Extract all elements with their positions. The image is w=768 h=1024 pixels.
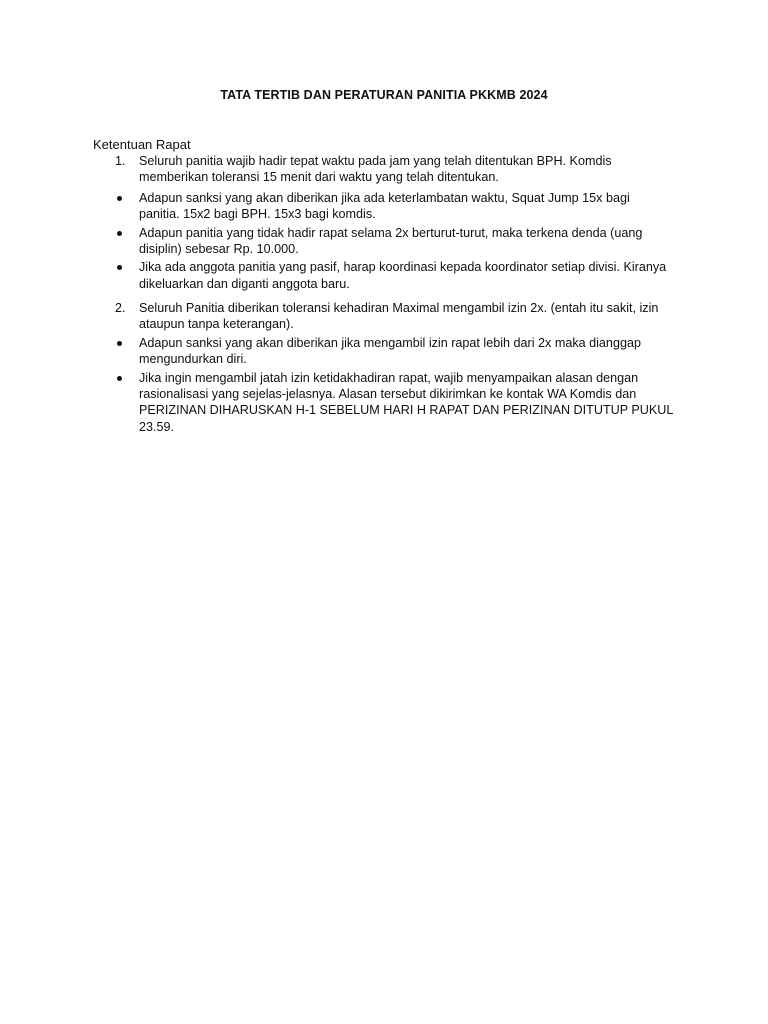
list-text: Adapun panitia yang tidak hadir rapat selama 2x berturut-turut, maka terkena denda (uang disiplin) sebesar Rp. 10.000. [139,225,643,257]
document-title: TATA TERTIB DAN PERATURAN PANITIA PKKMB 2024 [220,88,548,102]
list-text: Jika ingin mengambil jatah izin ketidakhadiran rapat, wajib menyampaikan alasan dengan rasionalisasi yang sejelas-jelasnya. Alasan tersebut dikirimkan ke kontak WA Komdis dan PERIZINAN DIHARUSKAN H-1 SEBELUM HARI H RAPAT DAN PERIZINAN DITUTUP PUKUL 23.59. [139,370,673,434]
list-text: Adapun sanksi yang akan diberikan jika mengambil izin rapat lebih dari 2x maka dianggap mengundurkan diri. [139,335,641,367]
rules-list-1 [93,153,673,292]
list-text: Seluruh Panitia diberikan toleransi kehadiran Maximal mengambil izin 2x. (entah itu sakit, izin ataupun tanpa keterangan). [139,301,659,332]
bullet-icon [117,341,122,346]
list-item-bullet [93,225,673,258]
list-item-2 [93,300,673,333]
bullet-icon [117,231,122,236]
list-text: Adapun sanksi yang akan diberikan jika ada keterlambatan waktu, Squat Jump 15x bagi panitia. 15x2 bagi BPH. 15x3 bagi komdis. [139,190,630,222]
list-item-bullet [93,190,673,223]
bullet-icon [117,265,122,270]
bullet-icon [117,196,122,201]
list-item-bullet [93,259,673,292]
list-number-1: 1. [115,154,126,168]
list-item-bullet [93,370,673,436]
list-text: Seluruh panitia wajib hadir tepat waktu pada jam yang telah ditentukan BPH. Komdis memberikan toleransi 15 menit dari waktu yang telah ditentukan. [139,154,612,185]
list-item-1 [93,153,673,186]
list-number-2: 2. [115,301,126,315]
rules-list-2 [93,300,673,435]
bullet-icon [117,376,122,381]
list-item-bullet [93,335,673,368]
list-text: Jika ada anggota panitia yang pasif, harap koordinasi kepada koordinator setiap divisi. Kiranya dikeluarkan dan diganti anggota baru. [139,260,667,291]
section-heading: Ketentuan Rapat [93,137,191,152]
